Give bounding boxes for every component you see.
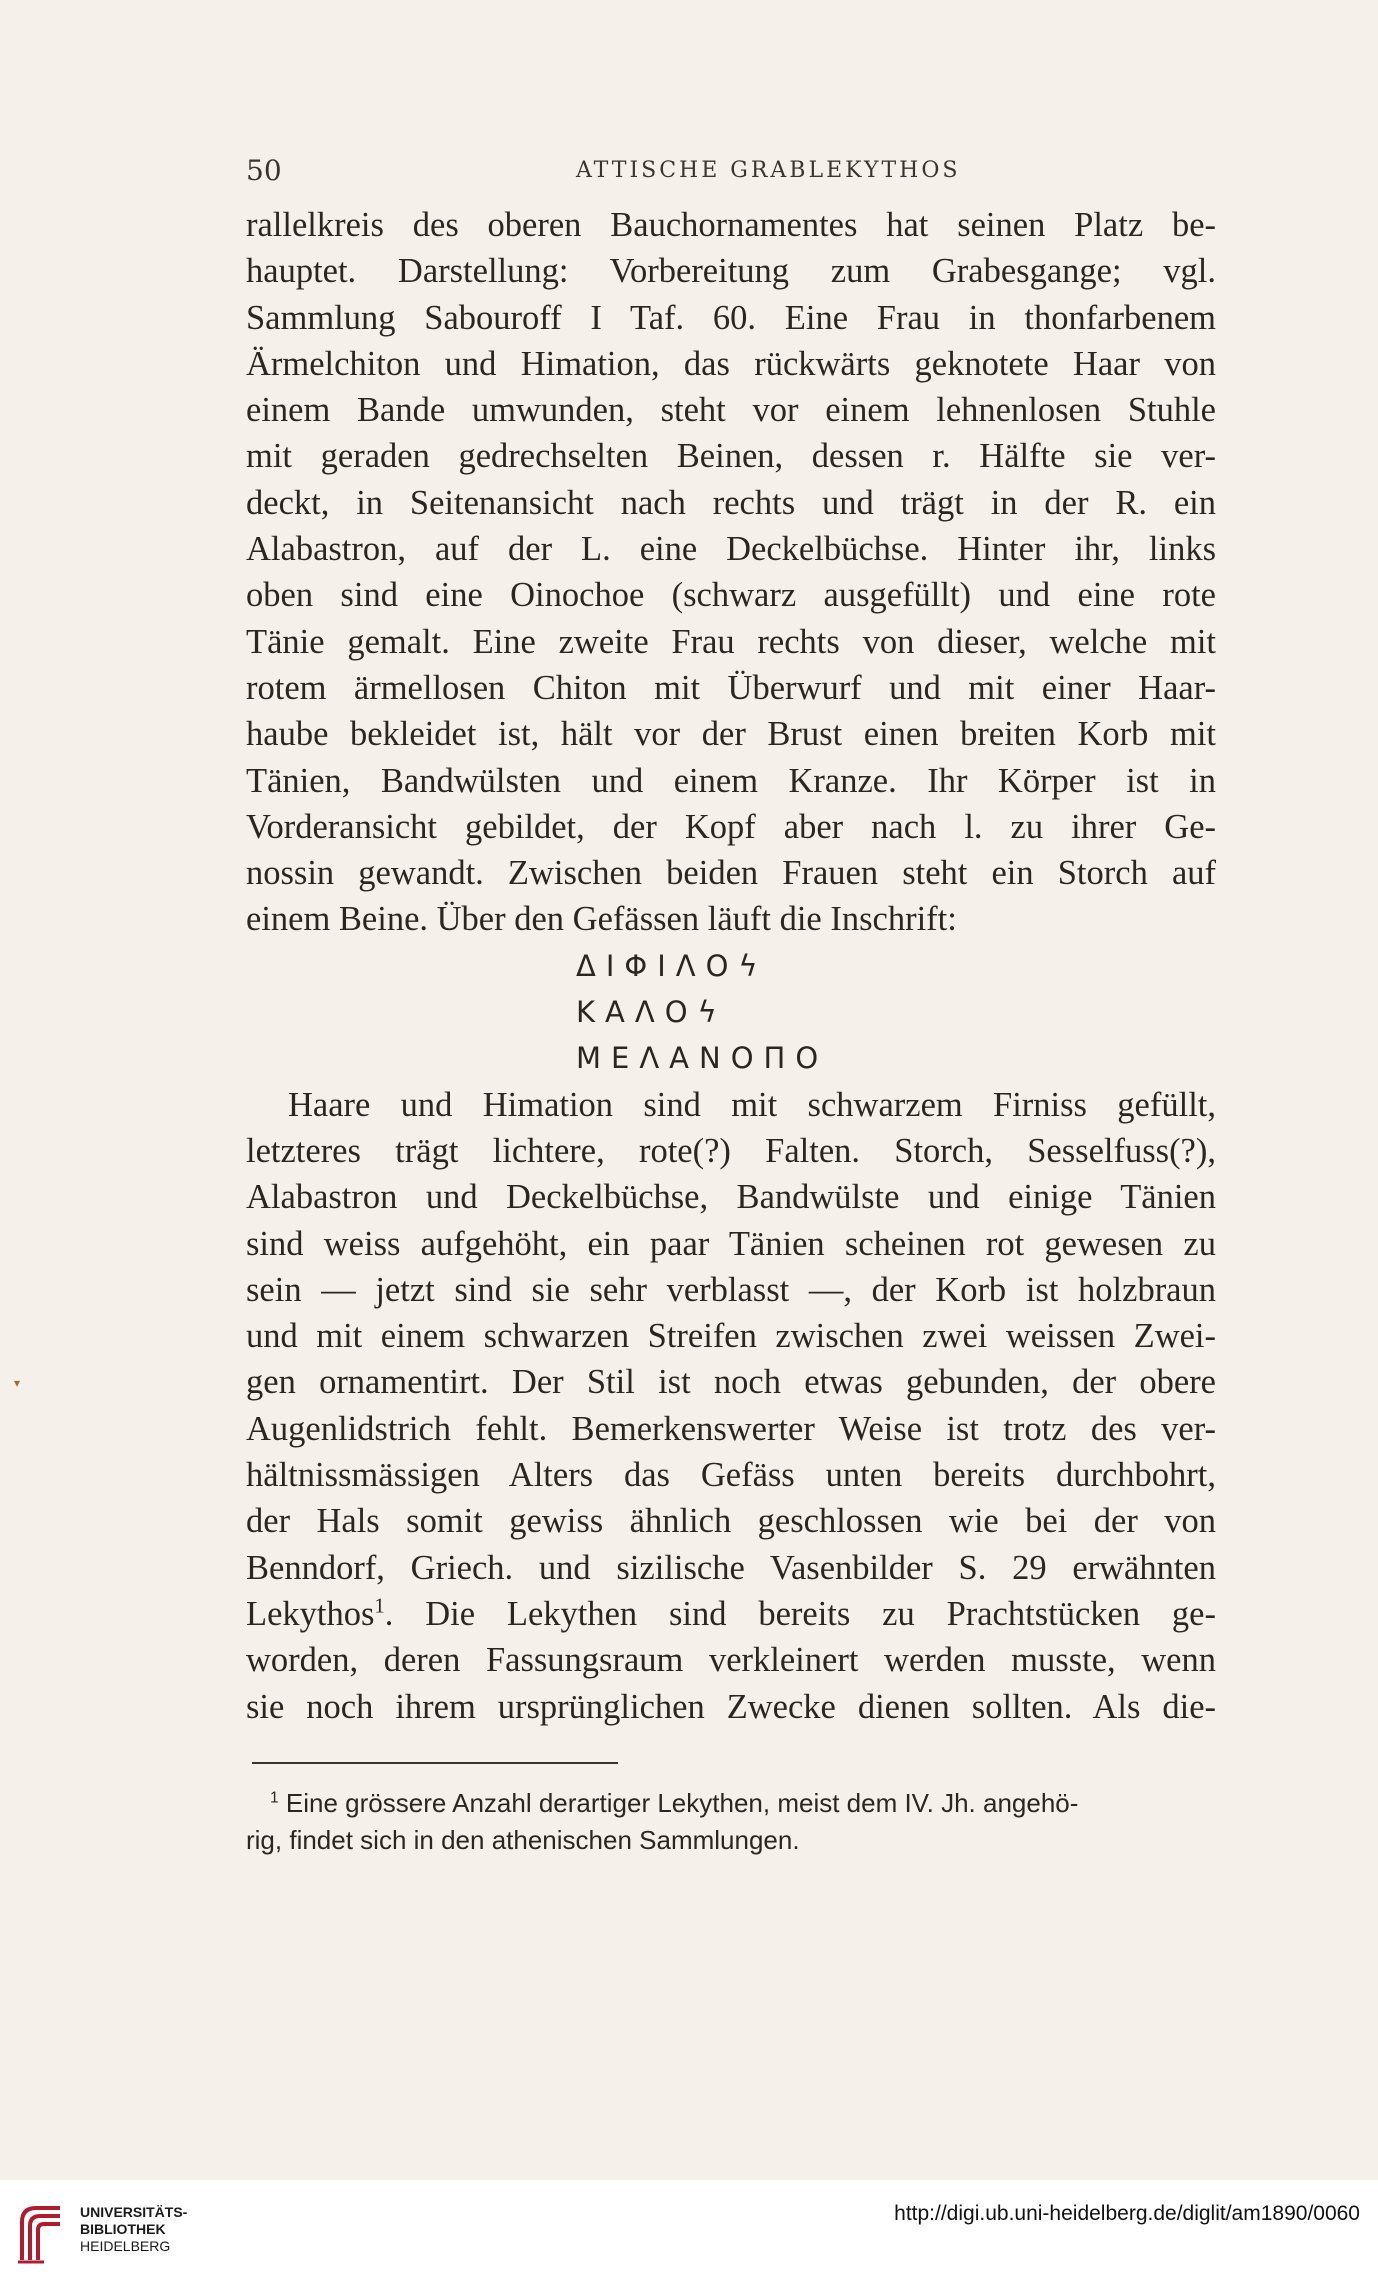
text-line: sie noch ihrem ursprünglichen Zwecke dienen sollten. Als die- — [246, 1687, 1216, 1726]
text-line: und mit einem schwarzen Streifen zwischen zwei weissen Zwei- — [246, 1317, 1216, 1356]
text-line: gen ornamentirt. Der Stil ist noch etwas gebunden, der obere — [246, 1363, 1216, 1402]
text-line: deckt, in Seitenansicht nach rechts und trägt in der R. ein — [246, 483, 1216, 522]
text-line: sein — jetzt sind sie sehr verblasst —, der Korb ist holzbraun — [246, 1270, 1216, 1309]
text-line: sind weiss aufgehöht, ein paar Tänien scheinen rot gewesen zu — [246, 1224, 1216, 1263]
text-line: oben sind eine Oinochoe (schwarz ausgefüllt) und eine rote — [246, 576, 1216, 615]
footnote-line: rig, findet sich in den athenischen Sammlungen. — [246, 1825, 800, 1855]
footnote-text: Eine grössere Anzahl derartiger Lekythen, meist dem IV. Jh. angehö- — [285, 1788, 1079, 1818]
text-line: Tänie gemalt. Eine zweite Frau rechts von dieser, welche mit — [246, 622, 1216, 661]
body-text — [246, 202, 1216, 1730]
footer-bar — [0, 2180, 1378, 2275]
text-line: einem Bande umwunden, steht vor einem lehnenlosen Stuhle — [246, 391, 1216, 430]
page-number: 50 — [246, 154, 282, 187]
text-line: Benndorf, Griech. und sizilische Vasenbilder S. 29 erwähnten — [246, 1548, 1216, 1587]
inscription-line: ΔΙΦΙΛΟϟ — [576, 948, 768, 983]
text-line: Ärmelchiton und Himation, das rückwärts geknotete Haar von — [246, 344, 1216, 383]
text-line: der Hals somit gewiss ähnlich geschlossen wie bei der von — [246, 1502, 1216, 1541]
library-name-line: BIBLIOTHEK — [80, 2221, 166, 2237]
library-name — [80, 2204, 187, 2255]
text-line: rallelkreis des oberen Bauchornamentes hat seinen Platz be- — [246, 206, 1216, 244]
permalink-url[interactable]: http://digi.ub.uni-heidelberg.de/diglit/am1890/0060 — [894, 2202, 1360, 2225]
text-fragment: . — [384, 1594, 394, 1633]
text-line: Haare und Himation sind mit schwarzem Firniss gefüllt, — [288, 1085, 1216, 1124]
text-line: Alabastron und Deckelbüchse, Bandwülste und einige Tänien — [246, 1178, 1216, 1217]
text-line: worden, deren Fassungsraum verkleinert werden musste, wenn — [246, 1641, 1216, 1680]
running-title: ATTISCHE GRABLEKYTHOS — [576, 158, 961, 183]
text-line: Augenlidstrich fehlt. Bemerkenswerter Weise ist trotz des ver- — [246, 1409, 1216, 1448]
text-fragment: Lekythos — [246, 1594, 375, 1633]
footnote-reference[interactable]: 1 — [374, 1595, 385, 1618]
footnote — [246, 1785, 1216, 1859]
text-fragment: Die Lekythen sind bereits zu Prachtstücken ge- — [425, 1594, 1216, 1633]
text-line-with-footnote — [246, 1591, 1216, 1637]
text-line: Sammlung Sabouroff I Taf. 60. Eine Frau in thonfarbenem — [246, 298, 1216, 337]
text-line: nossin gewandt. Zwischen beiden Frauen steht ein Storch auf — [246, 854, 1216, 893]
footnote-divider — [252, 1762, 618, 1764]
text-line: haube bekleidet ist, hält vor der Brust einen breiten Korb mit — [246, 715, 1216, 754]
text-line: Vorderansicht gebildet, der Kopf aber nach l. zu ihrer Ge- — [246, 807, 1216, 846]
margin-mark-icon: ▾ — [14, 1376, 21, 1390]
text-line: Tänien, Bandwülsten und einem Kranze. Ihr Körper ist in — [246, 761, 1216, 800]
inscription-line: ΚΑΛΟϟ — [576, 995, 727, 1030]
library-name-line: UNIVERSITÄTS- — [80, 2204, 188, 2220]
text-line: mit geraden gedrechselten Beinen, dessen r. Hälfte sie ver- — [246, 437, 1216, 476]
inscription-line: ΜΕΛΑΝΟΠΟ — [576, 1041, 829, 1076]
text-line: hältnissmässigen Alters das Gefäss unten bereits durchbohrt, — [246, 1456, 1216, 1495]
text-line: einem Beine. Über den Gefässen läuft die Inschrift: — [246, 900, 957, 939]
text-line: letzteres trägt lichtere, rote(?) Falten. Storch, Sesselfuss(?), — [246, 1131, 1216, 1170]
heidelberg-library-logo-icon[interactable] — [14, 2200, 70, 2266]
page-header — [246, 148, 1226, 188]
text-line: rotem ärmellosen Chiton mit Überwurf und mit einer Haar- — [246, 668, 1216, 707]
text-line: Alabastron, auf der L. eine Deckelbüchse. Hinter ihr, links — [246, 530, 1216, 569]
footnote-marker: 1 — [270, 1789, 279, 1807]
footnote-line — [246, 1785, 1216, 1822]
text-line: hauptet. Darstellung: Vorbereitung zum Grabesgange; vgl. — [246, 252, 1216, 291]
library-name-line: HEIDELBERG — [80, 2238, 171, 2254]
